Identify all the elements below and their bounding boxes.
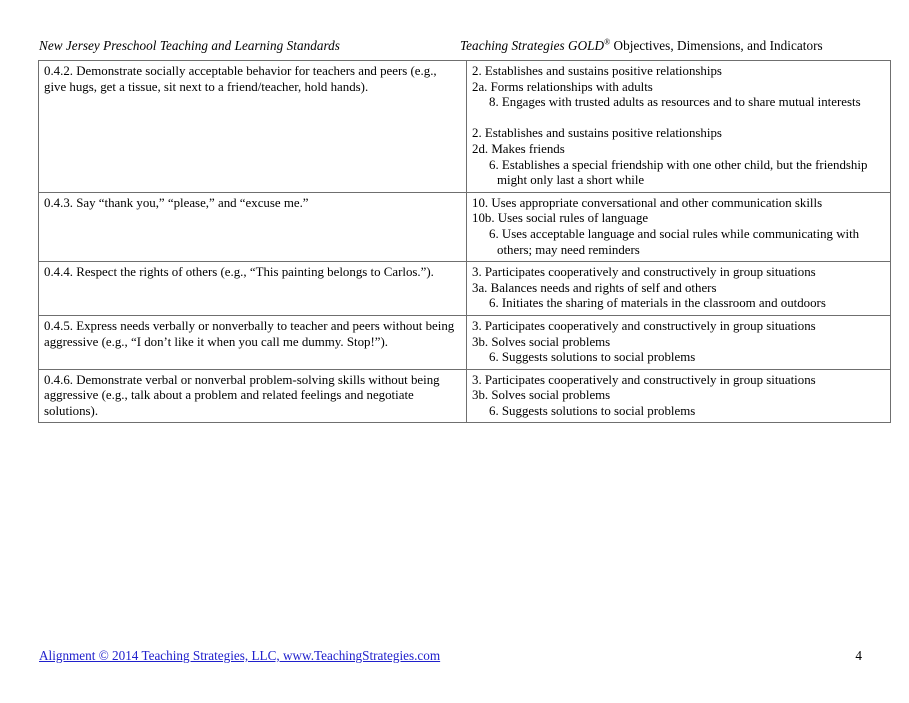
document-footer	[38, 648, 870, 668]
objective-line: 3. Participates cooperatively and constructively in group situations	[472, 318, 816, 333]
copyright-link[interactable]: Alignment © 2014 Teaching Strategies, LLC, www.TeachingStrategies.com	[39, 648, 441, 663]
table-row	[39, 369, 891, 423]
table-row	[39, 192, 891, 261]
indicator-line: 6. Initiates the sharing of materials in the classroom and outdoors	[489, 296, 826, 311]
standard-cell	[39, 369, 467, 423]
indicator-line: 6. Uses acceptable language and social rules while communicating with others; may need reminders	[489, 226, 860, 257]
alignment-cell	[467, 262, 891, 316]
indicator-line: 6. Establishes a special friendship with one other child, but the friendship might only last a short while	[489, 157, 868, 188]
standard-text: 0.4.6. Demonstrate verbal or nonverbal problem-solving skills without being aggressive (e.g., talk about a problem and related feelings and negotiate solutions).	[44, 372, 440, 418]
indicator-line: 6. Suggests solutions to social problems	[489, 350, 696, 365]
registered-trademark-icon: ®	[604, 37, 611, 47]
standard-cell	[39, 315, 467, 369]
objective-line: 2. Establishes and sustains positive relationships	[472, 126, 722, 141]
indicator-line: 8. Engages with trusted adults as resources and to share mutual interests	[489, 95, 861, 110]
objective-line: 2. Establishes and sustains positive relationships	[472, 64, 722, 78]
header-left-title: New Jersey Preschool Teaching and Learning Standards	[39, 38, 340, 53]
standard-text: 0.4.5. Express needs verbally or nonverbally to teacher and peers without being aggressive (e.g., “I don’t like it when you call me dummy. Stop!”).	[44, 318, 455, 349]
dimension-line: 10b. Uses social rules of language	[472, 211, 649, 226]
document-header	[38, 38, 870, 58]
standard-text: 0.4.3. Say “thank you,” “please,” and “excuse me.”	[44, 195, 309, 210]
standard-text: 0.4.2. Demonstrate socially acceptable behavior for teachers and peers (e.g., give hugs, get a tissue, sit next to a friend/teacher, hold hands).	[44, 64, 437, 94]
spacer	[472, 111, 885, 127]
dimension-line: 2d. Makes friends	[472, 141, 565, 156]
table-row	[39, 262, 891, 316]
alignment-cell	[467, 192, 891, 261]
objective-line: 3. Participates cooperatively and constructively in group situations	[472, 372, 816, 387]
dimension-line: 2a. Forms relationships with adults	[472, 79, 653, 94]
standard-cell	[39, 262, 467, 316]
dimension-line: 3b. Solves social problems	[472, 334, 611, 349]
header-right-title-rest: Objectives, Dimensions, and Indicators	[610, 38, 823, 53]
header-right-title-italic: Teaching Strategies GOLD	[460, 38, 605, 53]
indicator-line: 6. Suggests solutions to social problems	[489, 403, 696, 418]
dimension-line: 3b. Solves social problems	[472, 388, 611, 403]
header-right-title	[460, 38, 823, 54]
table-body	[39, 61, 891, 423]
standard-cell	[39, 192, 467, 261]
alignment-cell	[467, 369, 891, 423]
standards-alignment-table	[38, 60, 891, 423]
table-row	[39, 315, 891, 369]
alignment-cell	[467, 61, 891, 193]
alignment-cell	[467, 315, 891, 369]
table-row	[39, 61, 891, 193]
objective-line: 10. Uses appropriate conversational and other communication skills	[472, 195, 823, 210]
standard-cell	[39, 61, 467, 193]
dimension-line: 3a. Balances needs and rights of self and others	[472, 280, 717, 295]
page-number: 4	[855, 648, 862, 663]
standard-text: 0.4.4. Respect the rights of others (e.g., “This painting belongs to Carlos.”).	[44, 265, 434, 280]
objective-line: 3. Participates cooperatively and constructively in group situations	[472, 265, 816, 280]
